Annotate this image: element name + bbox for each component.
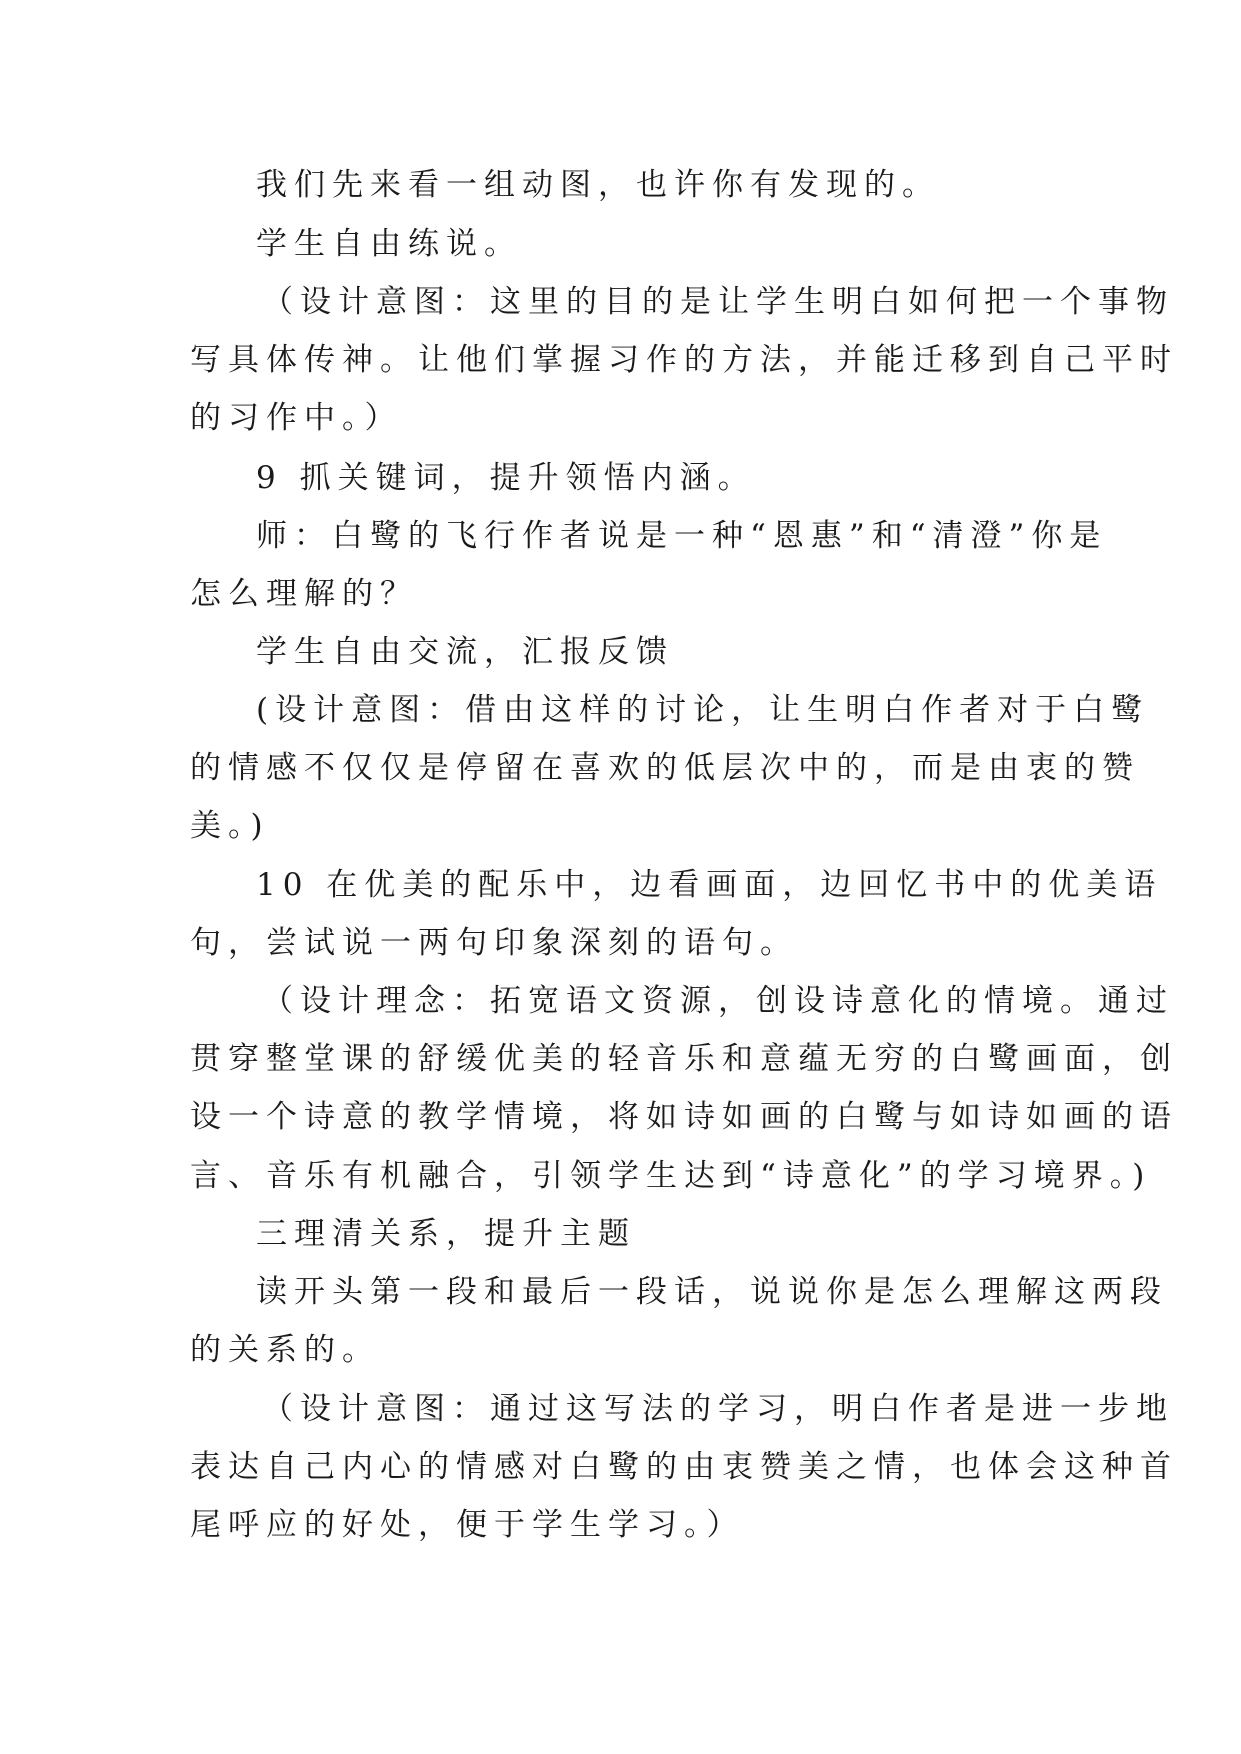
design-note-line: 表达自己内心的情感对白鹭的由衷赞美之情，也体会这种首 xyxy=(190,1449,1178,1485)
design-note-line: （设计意图：通过这写法的学习，明白作者是进一步地 xyxy=(262,1391,1174,1427)
design-note-line: 言、音乐有机融合，引领学生达到“诗意化”的学习境界。) xyxy=(190,1158,1152,1194)
paragraph-line: 师：白鹭的飞行作者说是一种“恩惠”和“清澄”你是 xyxy=(256,518,1108,554)
design-note-line: 的情感不仅仅是停留在喜欢的低层次中的，而是由衷的赞 xyxy=(190,750,1140,786)
paragraph-line: 学生自由交流，汇报反馈 xyxy=(256,634,674,670)
paragraph-line: 句，尝试说一两句印象深刻的语句。 xyxy=(190,925,798,961)
section-step-heading: 10 在优美的配乐中，边看画面，边回忆书中的优美语 xyxy=(256,867,1163,903)
design-note-line: （设计理念：拓宽语文资源，创设诗意化的情境。通过 xyxy=(262,983,1174,1019)
design-note-line: 写具体传神。让他们掌握习作的方法，并能迁移到自己平时 xyxy=(190,342,1178,378)
section-step-heading: 9 抓关键词，提升领悟内涵。 xyxy=(256,460,756,496)
design-note-line: 设一个诗意的教学情境，将如诗如画的白鹭与如诗如画的语 xyxy=(190,1099,1178,1135)
design-note-line: 尾呼应的好处，便于学生学习。） xyxy=(190,1507,745,1543)
paragraph-line: 读开头第一段和最后一段话，说说你是怎么理解这两段 xyxy=(256,1274,1168,1310)
design-note-line: 的习作中。） xyxy=(190,400,403,436)
design-note-line: (设计意图：借由这样的讨论，让生明白作者对于白鹭 xyxy=(256,692,1150,728)
design-note-line: 美。) xyxy=(190,808,270,844)
design-note-line: （设计意图：这里的目的是让学生明白如何把一个事物 xyxy=(262,284,1174,320)
section-heading: 三理清关系，提升主题 xyxy=(256,1216,636,1252)
paragraph-line: 我们先来看一组动图，也许你有发现的。 xyxy=(256,167,940,203)
paragraph-line: 的关系的。 xyxy=(190,1332,380,1368)
paragraph-line: 怎么理解的？ xyxy=(190,576,418,612)
paragraph-line: 学生自由练说。 xyxy=(256,226,522,262)
design-note-line: 贯穿整堂课的舒缓优美的轻音乐和意蕴无穷的白鹭画面，创 xyxy=(190,1041,1178,1077)
